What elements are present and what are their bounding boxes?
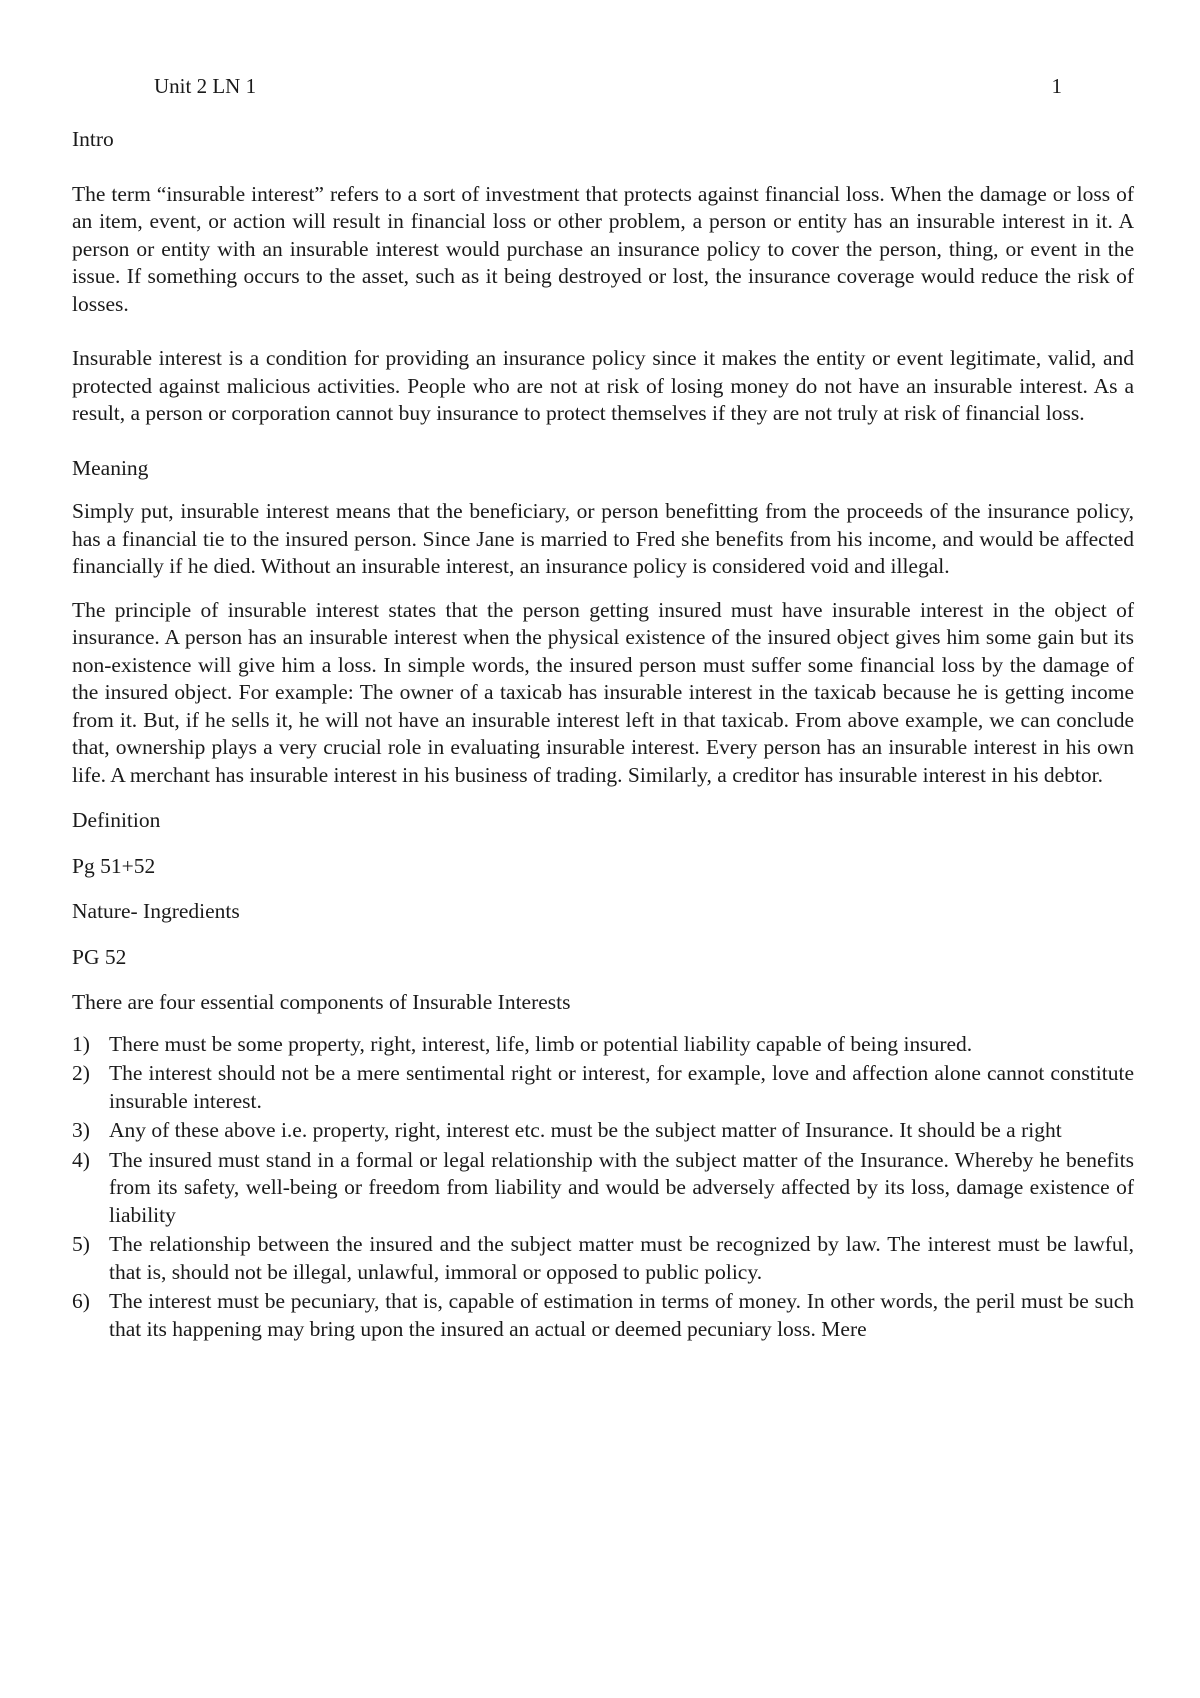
components-list <box>72 1031 1134 1344</box>
list-item <box>72 1147 1134 1230</box>
list-item-number: 5) <box>72 1232 90 1256</box>
list-item-text: Any of these above i.e. property, right, interest etc. must be the subject matter of Insurance. It should be a right <box>109 1118 1062 1142</box>
intro-paragraph-2: Insurable interest is a condition for providing an insurance policy since it makes the entity or event legitimate, valid, and protected against malicious activities. People who are not at risk of losing money do not have an insurable interest. As a result, a person or corporation cannot buy insurance to protect themselves if they are not truly at risk of financial loss. <box>72 346 1134 425</box>
document-body <box>72 126 1134 1345</box>
list-item <box>72 1031 1134 1059</box>
list-item-text: The relationship between the insured and the subject matter must be recognized by law. The interest must be lawful, that is, should not be illegal, unlawful, immoral or opposed to public policy. <box>109 1232 1134 1284</box>
meaning-paragraph-2: The principle of insurable interest states that the person getting insured must have insurable interest in the object of insurance. A person has an insurable interest when the physical existence of the insured object gives him some gain but its non-existence will give him a loss. In simple words, the insured person must suffer some financial loss by the damage of the insured object. For example: The owner of a taxicab has insurable interest in the taxicab because he is getting income from it. But, if he sells it, he will not have an insurable interest left in that taxicab. From above example, we can conclude that, ownership plays a very crucial role in evaluating insurable interest. Every person has an insurable interest in his own life. A merchant has insurable interest in his business of trading. Similarly, a creditor has insurable interest in his debtor. <box>72 597 1134 787</box>
meaning-paragraph-1: Simply put, insurable interest means that the beneficiary, or person benefitting from the proceeds of the insurance policy, has a financial tie to the insured person. Since Jane is married to Fred she benefits from his income, and would be affected financially if he died. Without an insurable interest, an insurance policy is considered void and illegal. <box>72 499 1134 578</box>
meaning-heading: Meaning <box>72 455 149 480</box>
list-item <box>72 1231 1134 1286</box>
list-item <box>72 1288 1134 1343</box>
list-item-number: 6) <box>72 1289 90 1313</box>
list-item-number: 2) <box>72 1061 90 1085</box>
list-item-number: 3) <box>72 1118 90 1142</box>
list-item-text: The insured must stand in a formal or legal relationship with the subject matter of the Insurance. Whereby he benefits from its safety, well-being or freedom from liability and would be adversely affected by its loss, damage existence of liability <box>109 1147 1134 1227</box>
page-number: 1 <box>1051 74 1062 98</box>
nature-page-ref: PG 52 <box>72 944 127 969</box>
components-intro: There are four essential components of Insurable Interests <box>72 990 571 1014</box>
list-item-text: There must be some property, right, interest, life, limb or potential liability capable of being insured. <box>109 1031 973 1056</box>
definition-page-ref: Pg 51+52 <box>72 853 156 878</box>
list-item <box>72 1060 1134 1115</box>
list-item-number: 1) <box>72 1031 90 1056</box>
list-item-text: The interest should not be a mere sentimental right or interest, for example, love and affection alone cannot constitute insurable interest. <box>109 1061 1134 1113</box>
header-title: Unit 2 LN 1 <box>154 74 257 98</box>
intro-paragraph-1: The term “insurable interest” refers to a sort of investment that protects against financial loss. When the damage or loss of an item, event, or action will result in financial loss or other problem, a person or entity has an insurable interest in it. A person or entity with an insurable interest would purchase an insurance policy to cover the person, thing, or event in the issue. If something occurs to the asset, such as it being destroyed or lost, the insurance coverage would reduce the risk of losses. <box>72 181 1134 316</box>
definition-heading: Definition <box>72 808 161 832</box>
intro-heading: Intro <box>72 127 114 151</box>
list-item-number: 4) <box>72 1147 90 1172</box>
nature-heading: Nature- Ingredients <box>72 899 240 923</box>
list-item <box>72 1117 1134 1145</box>
list-item-text: The interest must be pecuniary, that is, capable of estimation in terms of money. In other words, the peril must be such that its happening may bring upon the insured an actual or deemed pecuniary loss. Mere <box>109 1289 1134 1341</box>
